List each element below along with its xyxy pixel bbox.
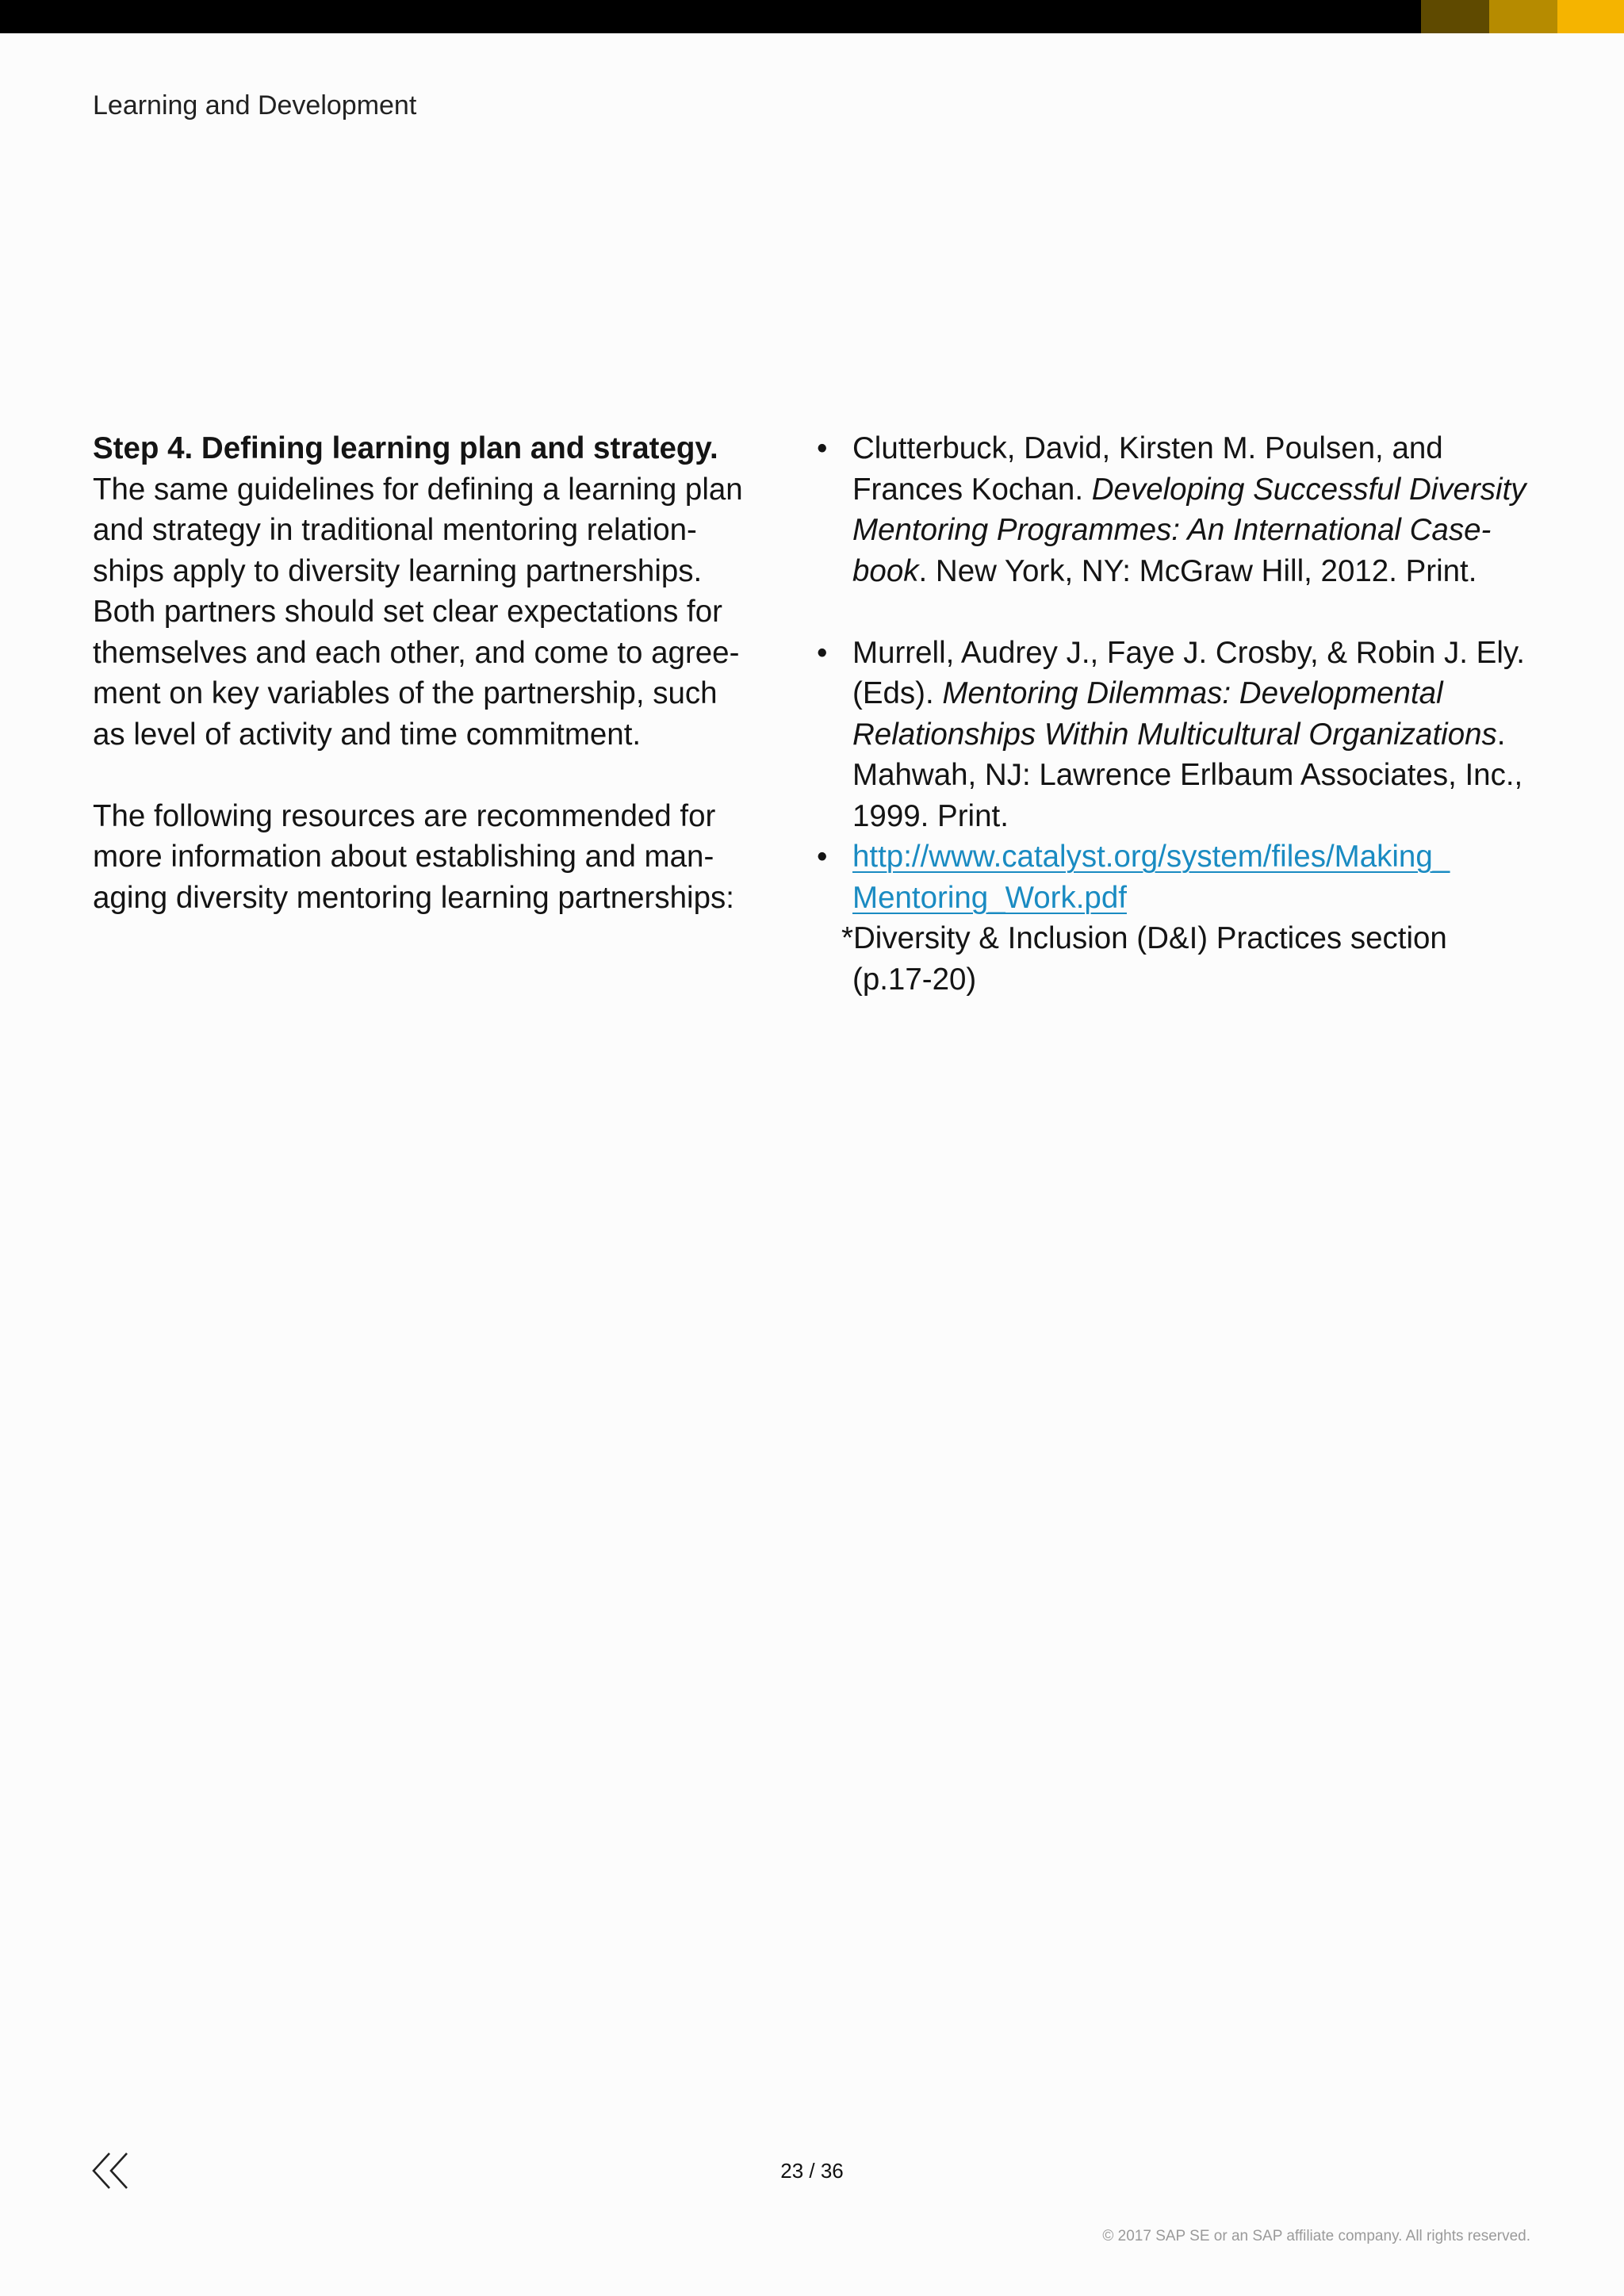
body-line: more information about establishing and man- bbox=[93, 840, 714, 874]
reference-title: book bbox=[852, 553, 919, 588]
body-line: Both partners should set clear expectations for bbox=[93, 595, 722, 629]
body-line: themselves and each other, and come to agree- bbox=[93, 635, 740, 670]
reference-item-clutterbuck bbox=[817, 428, 1570, 591]
resources-intro-paragraph bbox=[93, 796, 791, 919]
link-text[interactable]: Mentoring_Work.pdf bbox=[852, 880, 1127, 915]
reference-line bbox=[852, 673, 1570, 714]
bullet: • bbox=[817, 431, 828, 465]
body-line: and strategy in traditional mentoring relation- bbox=[93, 513, 697, 547]
reference-text: . New York, NY: McGraw Hill, 2012. Print. bbox=[918, 553, 1477, 588]
body-line: The following resources are recommended for bbox=[93, 798, 716, 833]
catalyst-link[interactable] bbox=[852, 836, 1570, 878]
references-list bbox=[817, 428, 1570, 1000]
reference-line bbox=[852, 469, 1570, 511]
reference-title: Developing Successful Diversity bbox=[1091, 472, 1526, 507]
accent-swatch-mid bbox=[1489, 0, 1557, 33]
reference-line: Clutterbuck, David, Kirsten M. Poulsen, and bbox=[852, 431, 1443, 465]
step-heading: Step 4. Defining learning plan and strategy. bbox=[93, 431, 718, 465]
reference-line: Murrell, Audrey J., Faye J. Crosby, & Robin J. Ely. bbox=[852, 635, 1525, 670]
body-line: The same guidelines for defining a learning plan bbox=[93, 472, 743, 507]
accent-swatch-dark bbox=[1421, 0, 1489, 33]
page-number: 23 / 36 bbox=[780, 2159, 844, 2183]
reference-text: (Eds). bbox=[852, 676, 943, 710]
section-title: Learning and Development bbox=[93, 90, 417, 121]
reference-text: Frances Kochan. bbox=[852, 472, 1092, 507]
reference-item-catalyst bbox=[817, 836, 1570, 1000]
body-line: ships apply to diversity learning partnerships. bbox=[93, 553, 703, 588]
bullet: • bbox=[817, 635, 828, 670]
reference-text: . bbox=[1496, 717, 1506, 752]
step-4-paragraph bbox=[93, 428, 791, 755]
body-line: as level of activity and time commitment. bbox=[93, 717, 642, 752]
spacer bbox=[817, 591, 1570, 633]
reference-note: *Diversity & Inclusion (D&I) Practices section bbox=[841, 921, 1447, 955]
reference-title: Relationships Within Multicultural Organizations bbox=[852, 717, 1497, 752]
reference-title: Mentoring Programmes: An International Case- bbox=[852, 513, 1492, 547]
copyright-notice: © 2017 SAP SE or an SAP affiliate company. All rights reserved. bbox=[1102, 2228, 1530, 2244]
top-color-bar bbox=[0, 0, 1624, 33]
reference-line: Mahwah, NJ: Lawrence Erlbaum Associates, Inc., bbox=[852, 758, 1523, 792]
body-line: aging diversity mentoring learning partnerships: bbox=[93, 880, 734, 915]
reference-line bbox=[852, 551, 1570, 592]
reference-note: (p.17-20) bbox=[852, 962, 977, 997]
body-line: ment on key variables of the partnership, such bbox=[93, 676, 718, 710]
accent-swatch-light bbox=[1557, 0, 1624, 33]
reference-item-murrell bbox=[817, 633, 1570, 837]
reference-line: 1999. Print. bbox=[852, 798, 1009, 833]
link-text[interactable]: http://www.catalyst.org/system/files/Making_ bbox=[852, 840, 1450, 874]
reference-line bbox=[852, 714, 1570, 756]
left-column bbox=[93, 428, 791, 918]
bullet: • bbox=[817, 840, 828, 874]
catalyst-link[interactable] bbox=[852, 878, 1570, 919]
reference-title: Mentoring Dilemmas: Developmental bbox=[942, 676, 1443, 710]
